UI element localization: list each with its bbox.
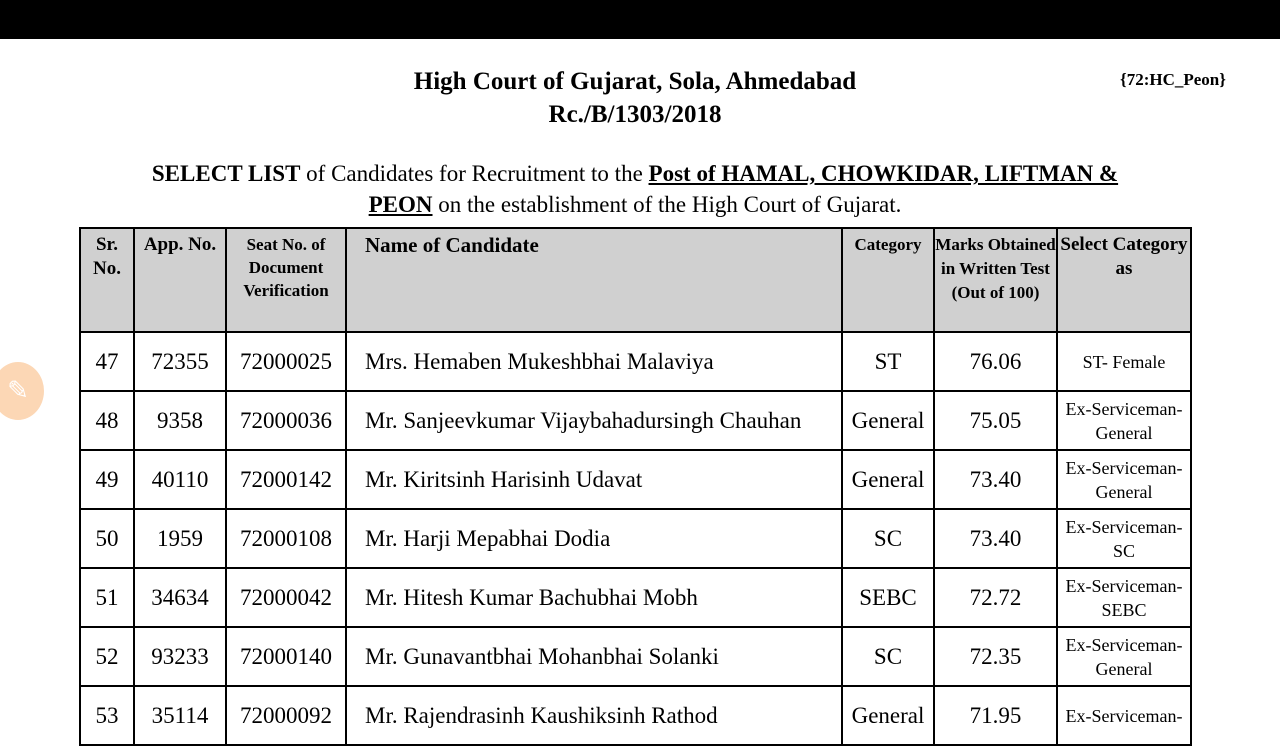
cell-category: SC [842,509,934,568]
cell-sr-no: 53 [80,686,134,745]
cell-marks: 73.40 [934,450,1057,509]
cell-app-no: 1959 [134,509,226,568]
cell-seat-no: 72000108 [226,509,346,568]
cell-app-no: 40110 [134,450,226,509]
cell-select-category: Ex-Serviceman-General [1057,627,1191,686]
cell-sr-no: 49 [80,450,134,509]
col-select-category: Select Category as [1057,228,1191,332]
cell-select-category: Ex-Serviceman-SC [1057,509,1191,568]
cell-marks: 76.06 [934,332,1057,391]
cell-sr-no: 47 [80,332,134,391]
table-row [80,509,1191,568]
cell-select-category: Ex-Serviceman-General [1057,450,1191,509]
table-row [80,627,1191,686]
col-category: Category [842,228,934,332]
cell-name: Mr. Hitesh Kumar Bachubhai Mobh [346,568,842,627]
cell-app-no: 93233 [134,627,226,686]
cell-marks: 75.05 [934,391,1057,450]
select-list-table [79,227,1192,746]
cell-name: Mr. Gunavantbhai Mohanbhai Solanki [346,627,842,686]
col-app-no: App. No. [134,228,226,332]
cell-category: ST [842,332,934,391]
cell-select-category: Ex-Serviceman- [1057,686,1191,745]
cell-name: Mr. Kiritsinh Harisinh Udavat [346,450,842,509]
col-seat-no: Seat No. of Document Verification [226,228,346,332]
cell-select-category: ST- Female [1057,332,1191,391]
cell-name: Mrs. Hemaben Mukeshbhai Malaviya [346,332,842,391]
cell-app-no: 72355 [134,332,226,391]
cell-app-no: 9358 [134,391,226,450]
table-row [80,450,1191,509]
table-row [80,568,1191,627]
cell-sr-no: 51 [80,568,134,627]
cell-select-category: Ex-Serviceman-SEBC [1057,568,1191,627]
subtitle-text-end: on the establishment of the High Court of Gujarat. [432,192,902,217]
col-marks: Marks Obtained in Written Test (Out of 100) [934,228,1057,332]
col-name: Name of Candidate [346,228,842,332]
cell-category: General [842,450,934,509]
cell-category: General [842,686,934,745]
top-bar [0,0,1280,39]
document-title: High Court of Gujarat, Sola, Ahmedabad [413,68,857,95]
cell-sr-no: 48 [80,391,134,450]
cell-name: Mr. Harji Mepabhai Dodia [346,509,842,568]
cell-name: Mr. Rajendrasinh Kaushiksinh Rathod [346,686,842,745]
subtitle-text: of Candidates for Recruitment to the [300,161,649,186]
cell-category: SC [842,627,934,686]
cell-seat-no: 72000092 [226,686,346,745]
subtitle-select-list: SELECT LIST [151,161,301,186]
cell-marks: 72.72 [934,568,1057,627]
document-code: {72:HC_Peon} [1120,70,1226,89]
col-sr-no: Sr. No. [80,228,134,332]
cell-app-no: 34634 [134,568,226,627]
edit-brush-icon[interactable]: ✎ [0,362,44,420]
cell-app-no: 35114 [134,686,226,745]
cell-marks: 73.40 [934,509,1057,568]
subtitle [80,158,1190,220]
cell-seat-no: 72000140 [226,627,346,686]
cell-category: General [842,391,934,450]
table-row [80,686,1191,745]
cell-marks: 71.95 [934,686,1057,745]
cell-seat-no: 72000142 [226,450,346,509]
cell-sr-no: 50 [80,509,134,568]
cell-seat-no: 72000025 [226,332,346,391]
table-row [80,391,1191,450]
reference-number: Rc./B/1303/2018 [548,101,722,128]
cell-seat-no: 72000042 [226,568,346,627]
table-row [80,332,1191,391]
cell-category: SEBC [842,568,934,627]
cell-seat-no: 72000036 [226,391,346,450]
cell-sr-no: 52 [80,627,134,686]
subtitle-post: Post of HAMAL, CHOWKIDAR, LIFTMAN & [648,161,1119,186]
cell-marks: 72.35 [934,627,1057,686]
cell-select-category: Ex-Serviceman-General [1057,391,1191,450]
cell-name: Mr. Sanjeevkumar Vijaybahadursingh Chauhan [346,391,842,450]
subtitle-peon: PEON [368,192,433,217]
